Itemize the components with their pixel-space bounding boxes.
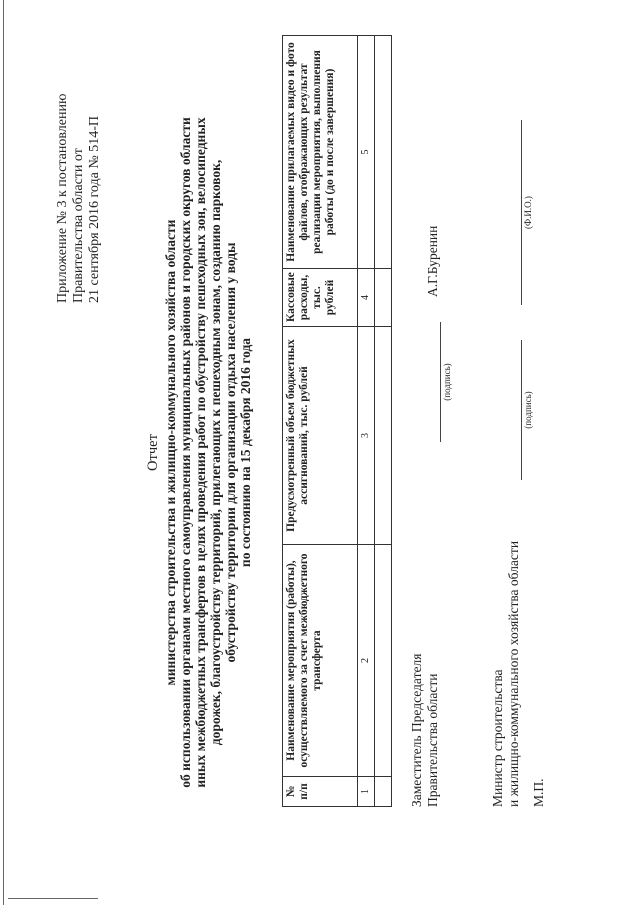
table-row [358, 36, 375, 807]
report-table [282, 35, 392, 807]
report-title-line-3: иных межбюджетных трансфертов в целях проведения работ по обустройству пешеходных зон, велосипедных [193, 117, 208, 788]
appendix-line-2: Правительства области от [71, 148, 86, 303]
empty-cell [375, 777, 392, 807]
empty-cell [375, 36, 392, 269]
header-activity: Наименование мероприятия (работы), осуществляемого за счет межбюджетного трансферта [283, 545, 358, 777]
minister-signature-caption: (подпись) [523, 391, 533, 429]
minister-name-caption: (Ф.И.О.) [523, 196, 533, 229]
deputy-signature-line [440, 322, 441, 442]
deputy-title-line-2: Правительства области [425, 673, 440, 807]
report-title-line-1: министерства строительства и жилищно-коммунального хозяйства области [163, 219, 178, 686]
column-number-5: 5 [358, 36, 375, 269]
header-media-files: Наименование прилагаемых видео и фото файлов, отображающих результат реализации мероприятия, выполнения работы (до и после завершения) [283, 36, 358, 269]
report-title-line-2: об использовании органами местного самоуправления муниципальных районов и городских округов области [178, 117, 193, 788]
header-number: № п/п [283, 777, 358, 807]
column-number-4: 4 [358, 269, 375, 327]
report-title-line-6: по состоянию на 15 декабря 2016 года [238, 337, 253, 568]
minister-name-line [521, 120, 522, 305]
stamp-place: М.П. [531, 778, 546, 807]
column-number-2: 2 [358, 545, 375, 777]
report-title-line-4: дорожек, благоустройству территорий, прилегающих к пешеходным зонам, созданию парковок, [208, 159, 223, 746]
deputy-title-line-1: Заместитель Председателя [409, 653, 424, 807]
deputy-signature-caption: (подпись) [442, 363, 452, 401]
empty-cell [375, 269, 392, 327]
empty-cell [375, 327, 392, 545]
minister-title-line-2: и жилищно-коммунального хозяйства области [506, 540, 521, 807]
minister-title-line-1: Министр строительства [490, 669, 505, 807]
header-cash-expenses: Кассовые расходы, тыс. рублей [283, 269, 358, 327]
appendix-line-1: Приложение № 3 к постановлению [55, 93, 70, 303]
minister-signature-line [521, 340, 522, 480]
deputy-name: А.Г.Буренин [425, 225, 440, 297]
column-number-1: 1 [358, 777, 375, 807]
table-row [375, 36, 392, 807]
column-number-3: 3 [358, 327, 375, 545]
report-title-line-5: обустройству территории для организации отдыха населения у воды [223, 242, 238, 663]
header-budget: Предусмотренный объем бюджетных ассигнований, тыс. рублей [283, 327, 358, 545]
empty-cell [375, 545, 392, 777]
appendix-line-3: 21 сентября 2016 года № 514-П [87, 116, 102, 303]
report-heading: Отчет [145, 434, 161, 471]
table-header-row [283, 36, 358, 807]
